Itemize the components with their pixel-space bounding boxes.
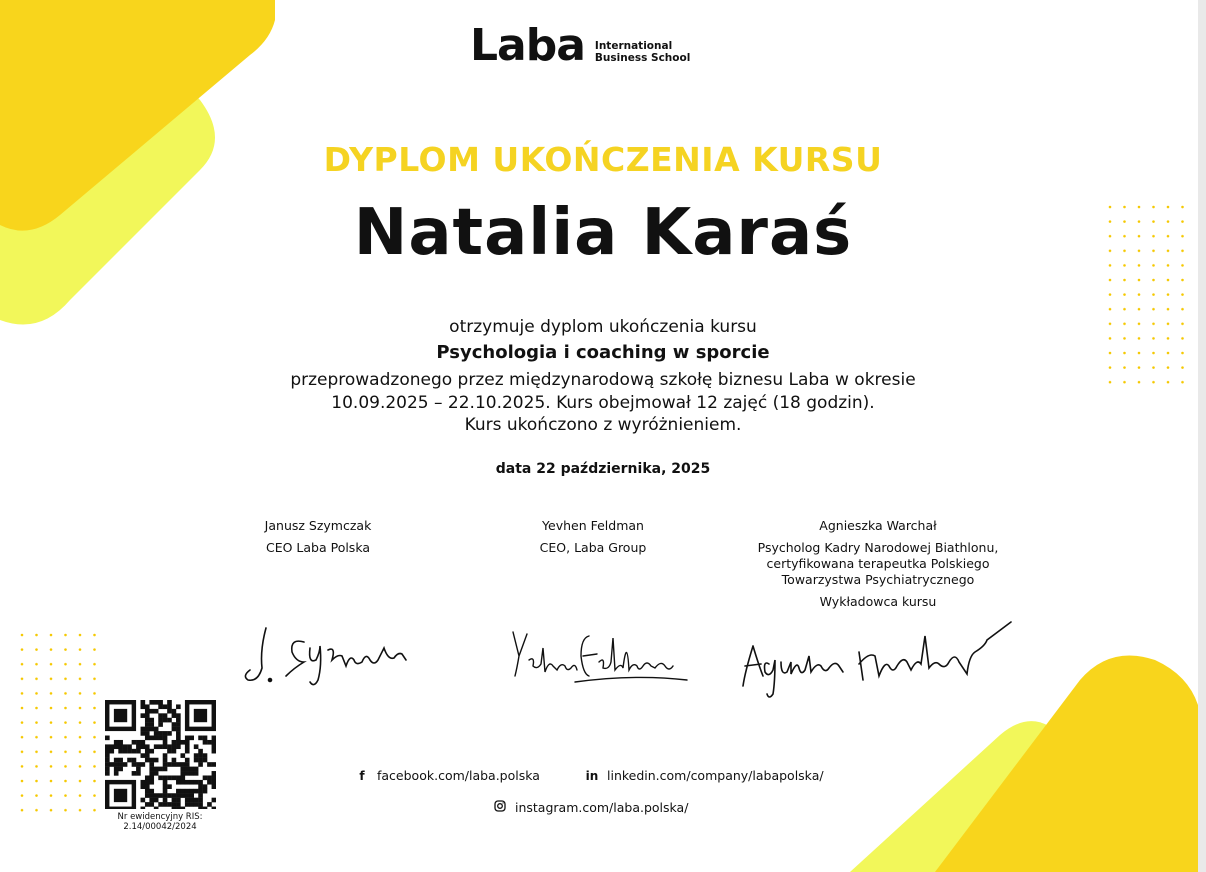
instagram-link[interactable]	[493, 800, 688, 815]
registry-number	[104, 812, 216, 832]
diploma-text-line1: otrzymuje dyplom ukończenia kursu	[449, 317, 757, 337]
registry-line1: Nr ewidencyjny RIS:	[117, 812, 203, 822]
signatory-name: Janusz Szymczak	[264, 518, 372, 533]
signatory-role-line4: Wykładowca kursu	[819, 594, 937, 609]
facebook-url: facebook.com/laba.polska	[377, 768, 540, 783]
laba-logo	[470, 20, 691, 71]
course-name: Psychologia i coaching w sporcie	[436, 342, 770, 363]
linkedin-url: linkedin.com/company/labapolska/	[607, 768, 824, 783]
registry-line2: 2.14/00042/2024	[123, 822, 197, 832]
signatory-role-line2: certyfikowana terapeutka Polskiego	[766, 556, 990, 571]
signatory-2	[433, 518, 753, 556]
logo-subtitle	[595, 40, 690, 64]
instagram-icon	[493, 800, 507, 815]
signature-agnieszka-warchal	[735, 616, 1020, 706]
diploma-text-line5: Kurs ukończono z wyróżnieniem.	[464, 415, 742, 435]
facebook-link[interactable]	[355, 768, 540, 783]
recipient-name: Natalia Karaś	[353, 196, 853, 270]
qr-code	[105, 700, 216, 809]
signatory-role: CEO Laba Polska	[265, 540, 371, 555]
diploma-text-line4: 10.09.2025 – 22.10.2025. Kurs obejmował 12 zajęć (18 godzin).	[331, 393, 875, 413]
issue-date: data 22 października, 2025	[495, 461, 711, 477]
logo-subtitle-line2: Business School	[594, 52, 691, 64]
logo-word: Laba	[470, 20, 585, 71]
diploma-text-line3: przeprowadzonego przez międzynarodową szkołę biznesu Laba w okresie	[290, 370, 916, 390]
diploma-title: DYPLOM UKOŃCZENIA KURSU	[323, 140, 883, 179]
logo-subtitle-line1: International	[594, 40, 673, 52]
facebook-icon: f	[359, 768, 365, 783]
signatory-name: Agnieszka Warchał	[819, 518, 937, 533]
signatory-role-line3: Towarzystwa Psychiatrycznego	[781, 572, 975, 587]
signatory-name: Yevhen Feldman	[542, 518, 644, 533]
signatory-3	[718, 518, 1038, 610]
dot-grid-left	[20, 633, 102, 819]
signatory-role: CEO, Laba Group	[539, 540, 647, 555]
signature-janusz-szymczak	[238, 620, 418, 690]
signatory-role-line1: Psycholog Kadry Narodowej Biathlonu,	[757, 540, 999, 555]
signature-yevhen-feldman	[505, 626, 695, 688]
instagram-url: instagram.com/laba.polska/	[515, 800, 689, 815]
linkedin-icon: in	[585, 768, 599, 783]
signatory-1	[158, 518, 478, 556]
linkedin-link[interactable]	[585, 768, 824, 783]
